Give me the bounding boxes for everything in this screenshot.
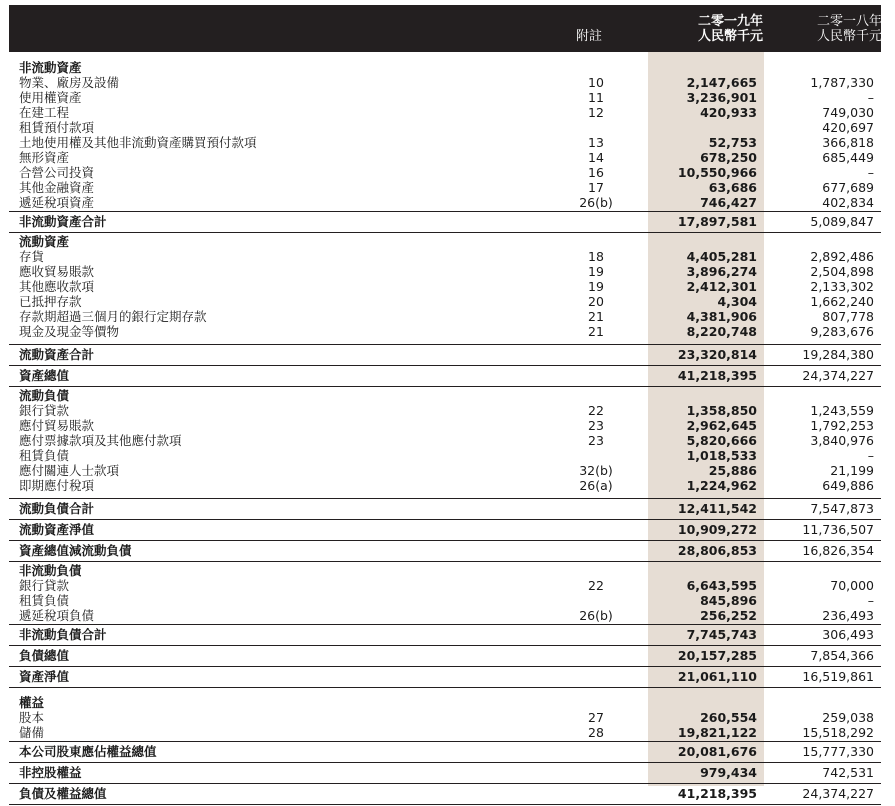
row-gap	[9, 339, 881, 343]
table-row	[9, 195, 881, 210]
value-2018: 15,777,330	[802, 744, 874, 759]
value-2019: 2,147,665	[686, 75, 757, 90]
value-2018: 15,518,292	[802, 725, 874, 740]
value-2019: 678,250	[700, 150, 757, 165]
row-note: 14	[588, 150, 604, 165]
value-2019: 41,218,395	[677, 786, 757, 801]
value-2019: 4,381,906	[686, 309, 757, 324]
table-row	[9, 294, 881, 309]
total-row	[9, 367, 881, 385]
value-2019: 12,411,542	[677, 501, 757, 516]
row-label: 資產淨值	[19, 669, 70, 684]
value-2018: 2,892,486	[810, 249, 874, 264]
value-2019: 17,897,581	[677, 214, 757, 229]
value-2019: 20,081,676	[677, 744, 757, 759]
section-heading	[9, 695, 881, 710]
row-note: 11	[588, 90, 604, 105]
value-2018: 70,000	[830, 578, 874, 593]
value-2018: 9,283,676	[810, 324, 874, 339]
year-2018-header	[769, 14, 882, 44]
divider	[9, 498, 881, 499]
table-row	[9, 448, 881, 463]
row-label: 其他金融資產	[19, 180, 95, 195]
row-label: 合營公司投資	[19, 165, 95, 180]
table-row	[9, 710, 881, 725]
row-label: 即期應付稅項	[19, 478, 95, 493]
value-2019: 8,220,748	[686, 324, 757, 339]
value-2018: 742,531	[822, 765, 874, 780]
row-note: 26(b)	[579, 608, 613, 623]
table-row	[9, 120, 881, 135]
row-note: 26(b)	[579, 195, 613, 210]
value-2019: 6,643,595	[686, 578, 757, 593]
value-2019: 746,427	[700, 195, 757, 210]
value-2018: 7,854,366	[810, 648, 874, 663]
value-2018: 7,547,873	[810, 501, 874, 516]
divider	[9, 783, 881, 784]
value-2018: 16,519,861	[802, 669, 874, 684]
row-note: 17	[588, 180, 604, 195]
value-2018: –	[867, 165, 874, 180]
value-2018: 24,374,227	[802, 368, 874, 383]
value-2018: 749,030	[822, 105, 874, 120]
row-label: 遞延稅項資產	[19, 195, 95, 210]
section-heading	[9, 563, 881, 578]
row-note: 13	[588, 135, 604, 150]
row-label: 流動資產淨值	[19, 522, 95, 537]
table-row	[9, 593, 881, 608]
total-row	[9, 542, 881, 560]
balance-sheet-table	[9, 52, 881, 806]
value-2018: 807,778	[822, 309, 874, 324]
table-row	[9, 180, 881, 195]
row-note: 19	[588, 279, 604, 294]
row-label: 應付貿易賬款	[19, 418, 95, 433]
row-note: 19	[588, 264, 604, 279]
divider	[9, 804, 881, 805]
row-note: 28	[588, 725, 604, 740]
row-label: 股本	[19, 710, 45, 725]
divider	[9, 741, 881, 742]
total-row	[9, 213, 881, 231]
value-2018: 420,697	[822, 120, 874, 135]
total-row	[9, 346, 881, 364]
table-row	[9, 433, 881, 448]
value-2019: 19,821,122	[677, 725, 757, 740]
row-note: 21	[588, 309, 604, 324]
row-label: 非流動資產	[19, 60, 82, 75]
value-2019: 7,745,743	[686, 627, 757, 642]
value-2019: 5,820,666	[686, 433, 757, 448]
divider	[9, 687, 881, 688]
divider	[9, 386, 881, 387]
table-row	[9, 135, 881, 150]
row-label: 銀行貸款	[19, 403, 70, 418]
value-2018: 1,662,240	[810, 294, 874, 309]
divider	[9, 666, 881, 667]
table-row	[9, 105, 881, 120]
value-2018: 685,449	[822, 150, 874, 165]
row-label: 存貨	[19, 249, 45, 264]
row-label: 流動負債	[19, 388, 70, 403]
value-2019: 420,933	[700, 105, 757, 120]
table-row	[9, 418, 881, 433]
value-2018: 402,834	[822, 195, 874, 210]
row-note: 32(b)	[579, 463, 613, 478]
divider	[9, 561, 881, 562]
value-2018: 21,199	[830, 463, 874, 478]
value-2019: 23,320,814	[677, 347, 757, 362]
table-row	[9, 725, 881, 740]
row-note: 10	[588, 75, 604, 90]
year-2019-header	[648, 14, 763, 44]
row-note: 22	[588, 578, 604, 593]
row-label: 非流動資產合計	[19, 214, 107, 229]
total-row	[9, 764, 881, 782]
table-header	[9, 5, 881, 52]
table-row	[9, 578, 881, 593]
note-column-header: 附註	[575, 29, 602, 44]
row-note: 22	[588, 403, 604, 418]
value-2018: –	[867, 90, 874, 105]
row-label: 非流動負債	[19, 563, 82, 578]
row-label: 已抵押存款	[19, 294, 82, 309]
row-label: 無形資產	[19, 150, 70, 165]
value-2019: 10,550,966	[677, 165, 757, 180]
value-2019: 41,218,395	[677, 368, 757, 383]
row-label: 物業、廠房及設備	[19, 75, 120, 90]
value-2018: 5,089,847	[810, 214, 874, 229]
value-2018: 236,493	[822, 608, 874, 623]
row-label: 其他應收款項	[19, 279, 95, 294]
value-2018: 2,133,302	[810, 279, 874, 294]
row-gap	[9, 493, 881, 497]
value-2019: 52,753	[708, 135, 757, 150]
row-label: 使用權資產	[19, 90, 82, 105]
divider	[9, 232, 881, 233]
value-2019: 21,061,110	[677, 669, 757, 684]
value-2018: 1,787,330	[810, 75, 874, 90]
divider	[9, 645, 881, 646]
row-label: 流動負債合計	[19, 501, 95, 516]
value-2019: 2,412,301	[686, 279, 757, 294]
year-2019-label: 二零一九年	[697, 14, 763, 29]
value-2019: 1,358,850	[686, 403, 757, 418]
table-row	[9, 150, 881, 165]
value-2018: 19,284,380	[802, 347, 874, 362]
row-label: 土地使用權及其他非流動資產購買預付款項	[19, 135, 257, 150]
value-2018: 366,818	[822, 135, 874, 150]
row-label: 在建工程	[19, 105, 70, 120]
value-2018: –	[867, 593, 874, 608]
divider	[9, 519, 881, 520]
table-row	[9, 324, 881, 339]
row-label: 非流動負債合計	[19, 627, 107, 642]
value-2018: 649,886	[822, 478, 874, 493]
divider	[9, 344, 881, 345]
year-2018-unit: 人民幣千元	[816, 29, 882, 44]
table-row	[9, 264, 881, 279]
total-row	[9, 785, 881, 803]
row-label: 應付票據款項及其他應付款項	[19, 433, 182, 448]
row-note: 21	[588, 324, 604, 339]
divider	[9, 365, 881, 366]
row-label: 儲備	[19, 725, 45, 740]
value-2019: 1,224,962	[686, 478, 757, 493]
value-2019: 260,554	[700, 710, 757, 725]
divider	[9, 211, 881, 212]
value-2019: 20,157,285	[677, 648, 757, 663]
divider	[9, 540, 881, 541]
row-note: 23	[588, 418, 604, 433]
value-2018: 677,689	[822, 180, 874, 195]
row-label: 非控股權益	[19, 765, 82, 780]
row-note: 23	[588, 433, 604, 448]
row-label: 銀行貸款	[19, 578, 70, 593]
value-2018: 3,840,976	[810, 433, 874, 448]
row-label: 流動資產合計	[19, 347, 95, 362]
row-note: 16	[588, 165, 604, 180]
section-heading	[9, 234, 881, 249]
row-label: 資產總值	[19, 368, 70, 383]
value-2019: 63,686	[708, 180, 757, 195]
row-label: 現金及現金等價物	[19, 324, 120, 339]
row-note: 27	[588, 710, 604, 725]
row-label: 租賃負債	[19, 593, 70, 608]
value-2018: 24,374,227	[802, 786, 874, 801]
total-row	[9, 500, 881, 518]
row-note: 18	[588, 249, 604, 264]
value-2018: –	[867, 448, 874, 463]
year-2019-unit: 人民幣千元	[697, 29, 763, 44]
row-label: 應付關連人士款項	[19, 463, 120, 478]
row-label: 資產總值減流動負債	[19, 543, 132, 558]
table-row	[9, 403, 881, 418]
total-row	[9, 668, 881, 686]
value-2019: 3,896,274	[686, 264, 757, 279]
value-2019: 4,304	[717, 294, 757, 309]
table-row	[9, 478, 881, 493]
value-2019: 2,962,645	[686, 418, 757, 433]
total-row	[9, 743, 881, 761]
value-2019: 10,909,272	[677, 522, 757, 537]
table-row	[9, 75, 881, 90]
value-2019: 25,886	[708, 463, 757, 478]
table-row	[9, 309, 881, 324]
row-label: 應收貿易賬款	[19, 264, 95, 279]
value-2018: 1,243,559	[810, 403, 874, 418]
value-2019: 979,434	[700, 765, 757, 780]
section-heading	[9, 388, 881, 403]
divider	[9, 624, 881, 625]
value-2019: 4,405,281	[686, 249, 757, 264]
row-gap	[9, 52, 881, 60]
row-label: 流動資產	[19, 234, 70, 249]
value-2019: 256,252	[700, 608, 757, 623]
row-label: 權益	[19, 695, 45, 710]
row-label: 租賃負債	[19, 448, 70, 463]
value-2018: 11,736,507	[802, 522, 874, 537]
row-label: 負債及權益總值	[19, 786, 107, 801]
row-label: 本公司股東應佔權益總值	[19, 744, 157, 759]
total-row	[9, 647, 881, 665]
row-label: 遞延稅項負債	[19, 608, 95, 623]
row-label: 存款期超過三個月的銀行定期存款	[19, 309, 207, 324]
table-row	[9, 249, 881, 264]
table-row	[9, 165, 881, 180]
value-2019: 1,018,533	[686, 448, 757, 463]
table-row	[9, 463, 881, 478]
value-2018: 2,504,898	[810, 264, 874, 279]
row-label: 租賃預付款項	[19, 120, 95, 135]
total-row	[9, 521, 881, 539]
row-note: 20	[588, 294, 604, 309]
value-2018: 16,826,354	[802, 543, 874, 558]
row-note: 12	[588, 105, 604, 120]
value-2019: 28,806,853	[677, 543, 757, 558]
value-2018: 1,792,253	[810, 418, 874, 433]
total-row	[9, 626, 881, 644]
divider	[9, 762, 881, 763]
value-2019: 845,896	[700, 593, 757, 608]
table-row	[9, 279, 881, 294]
value-2019: 3,236,901	[686, 90, 757, 105]
value-2018: 306,493	[822, 627, 874, 642]
table-row	[9, 608, 881, 623]
year-2018-label: 二零一八年	[816, 14, 882, 29]
row-label: 負債總值	[19, 648, 70, 663]
section-heading	[9, 60, 881, 75]
table-row	[9, 90, 881, 105]
row-note: 26(a)	[579, 478, 613, 493]
value-2018: 259,038	[822, 710, 874, 725]
